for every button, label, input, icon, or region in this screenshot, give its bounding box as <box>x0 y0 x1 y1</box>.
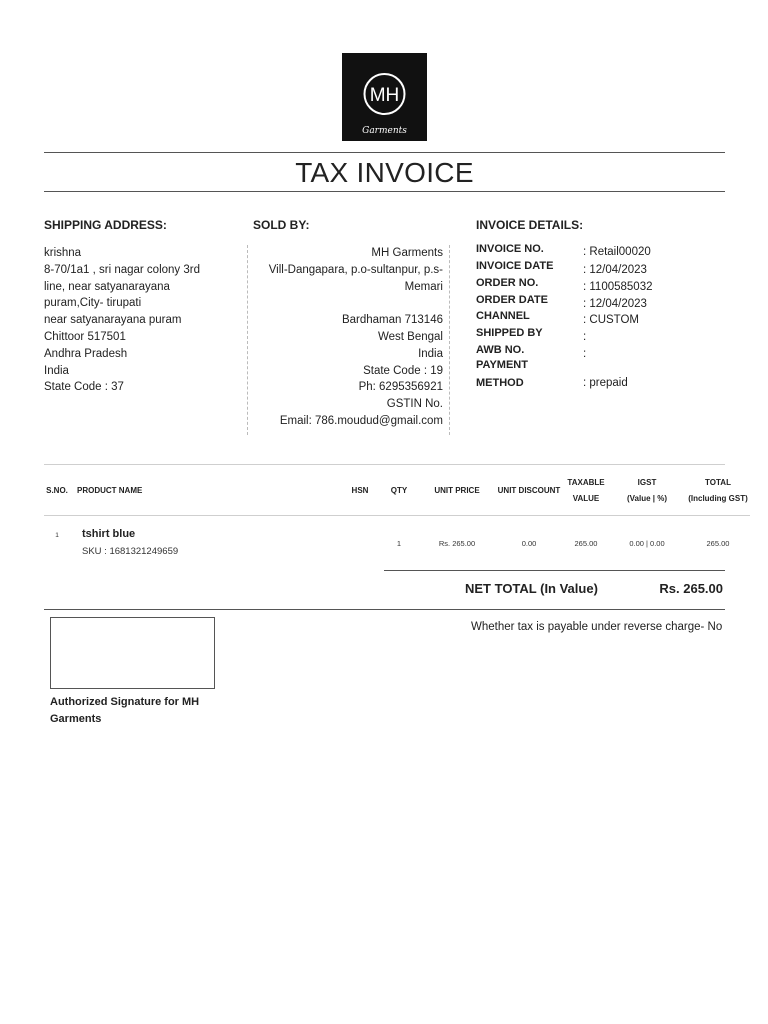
reverse-charge-note: Whether tax is payable under reverse charge- No <box>471 621 723 633</box>
invoice-detail-label: AWB NO. <box>476 344 525 356</box>
invoice-detail-value: : prepaid <box>583 377 628 389</box>
table-header-rule <box>44 515 750 516</box>
signature-box <box>50 617 215 689</box>
net-total-rule <box>384 570 725 571</box>
shipping-line: Andhra Pradesh <box>44 347 128 360</box>
page-title: TAX INVOICE <box>295 157 474 188</box>
shipping-heading: SHIPPING ADDRESS: <box>44 218 167 232</box>
logo-brand: Garments <box>362 126 407 136</box>
col-header-product: PRODUCT NAME <box>77 486 143 495</box>
col-header-text: (Value | %) <box>626 494 668 503</box>
title-rule-top <box>44 152 725 153</box>
cell-sno: 1 <box>55 532 59 539</box>
shipping-line: near satyanarayana puram <box>44 314 182 327</box>
sold-by-line: State Code : 19 <box>363 364 443 377</box>
sold-by-line: MH Garments <box>371 247 443 259</box>
col-header-sno: S.NO. <box>46 486 68 495</box>
sold-by-spacer <box>248 295 443 312</box>
signature-label: Authorized Signature for MH Garments <box>50 696 200 725</box>
invoice-detail-label: INVOICE DATE <box>476 260 554 272</box>
col-header-text: TAXABLE <box>567 478 605 487</box>
col-header-text: IGST <box>637 478 657 487</box>
cell-qty: 1 <box>396 539 402 548</box>
invoice-detail-value: : Retail00020 <box>583 246 651 258</box>
invoice-detail-label: INVOICE NO. <box>476 243 544 255</box>
sold-by-line: Memari <box>404 280 443 293</box>
table-rule-top <box>44 464 725 465</box>
sold-by-address <box>247 245 450 435</box>
shipping-line: India <box>44 364 69 377</box>
cell-unit-price: Rs. 265.00 <box>438 539 476 548</box>
col-header-unit-price: UNIT PRICE <box>434 486 480 495</box>
shipping-line: Chittoor 517501 <box>44 330 126 343</box>
invoice-detail-value: : <box>583 348 587 360</box>
brand-logo <box>342 53 427 141</box>
invoice-detail-label: PAYMENT METHOD <box>476 359 528 389</box>
col-header-taxable-value <box>560 475 612 507</box>
invoice-detail-value: : 12/04/2023 <box>583 264 647 276</box>
net-total-rule-bottom <box>44 609 725 610</box>
col-header-text: (Including GST) <box>688 494 748 503</box>
shipping-line: line, near satyanarayana <box>44 280 170 293</box>
cell-igst: 0.00 | 0.00 <box>629 539 665 548</box>
sold-by-line: Vill-Dangapara, p.o-sultanpur, p.s- <box>268 263 443 276</box>
sold-by-line: West Bengal <box>378 330 443 343</box>
sold-by-heading: SOLD BY: <box>253 218 310 232</box>
cell-unit-discount: 0.00 <box>521 539 537 548</box>
cell-product-name: tshirt blue <box>82 528 136 540</box>
col-header-hsn: HSN <box>351 486 369 495</box>
invoice-detail-value: : <box>583 331 587 343</box>
sold-by-line: Bardhaman 713146 <box>341 314 443 327</box>
sold-by-line: Ph: 6295356921 <box>358 381 443 394</box>
shipping-line: krishna <box>44 247 82 259</box>
cell-taxable-value: 265.00 <box>574 539 598 548</box>
title-rule-bottom <box>44 191 725 192</box>
logo-monogram: MH <box>369 85 400 106</box>
invoice-detail-label: SHIPPED BY <box>476 327 543 339</box>
invoice-detail-value: : CUSTOM <box>583 314 640 326</box>
invoice-detail-label: CHANNEL <box>476 310 530 322</box>
invoice-detail-value: : 1100585032 <box>583 281 653 293</box>
shipping-line: 8-70/1a1 , sri nagar colony 3rd <box>44 263 200 276</box>
sold-by-line: India <box>418 347 443 360</box>
sold-by-line: Email: 786.moudud@gmail.com <box>279 414 443 427</box>
shipping-line: puram,City- tirupati <box>44 297 142 310</box>
invoice-details-heading: INVOICE DETAILS: <box>476 218 584 232</box>
invoice-detail-label: ORDER DATE <box>476 294 548 306</box>
col-header-text: VALUE <box>572 494 600 503</box>
col-header-text: TOTAL <box>705 478 731 487</box>
col-header-qty: QTY <box>390 486 408 495</box>
col-header-total <box>684 475 752 507</box>
col-header-unit-discount: UNIT DISCOUNT <box>497 486 561 495</box>
col-header-igst <box>618 475 676 507</box>
invoice-detail-label: ORDER NO. <box>476 277 539 289</box>
cell-total: 265.00 <box>706 539 730 548</box>
shipping-line: State Code : 37 <box>44 381 124 394</box>
cell-product-sku: SKU : 1681321249659 <box>82 546 179 557</box>
shipping-address <box>44 245 234 396</box>
net-total-label: NET TOTAL (In Value) <box>465 581 598 596</box>
invoice-detail-value: : 12/04/2023 <box>583 298 647 310</box>
sold-by-line: GSTIN No. <box>386 398 443 411</box>
net-total-value: Rs. 265.00 <box>659 581 723 596</box>
